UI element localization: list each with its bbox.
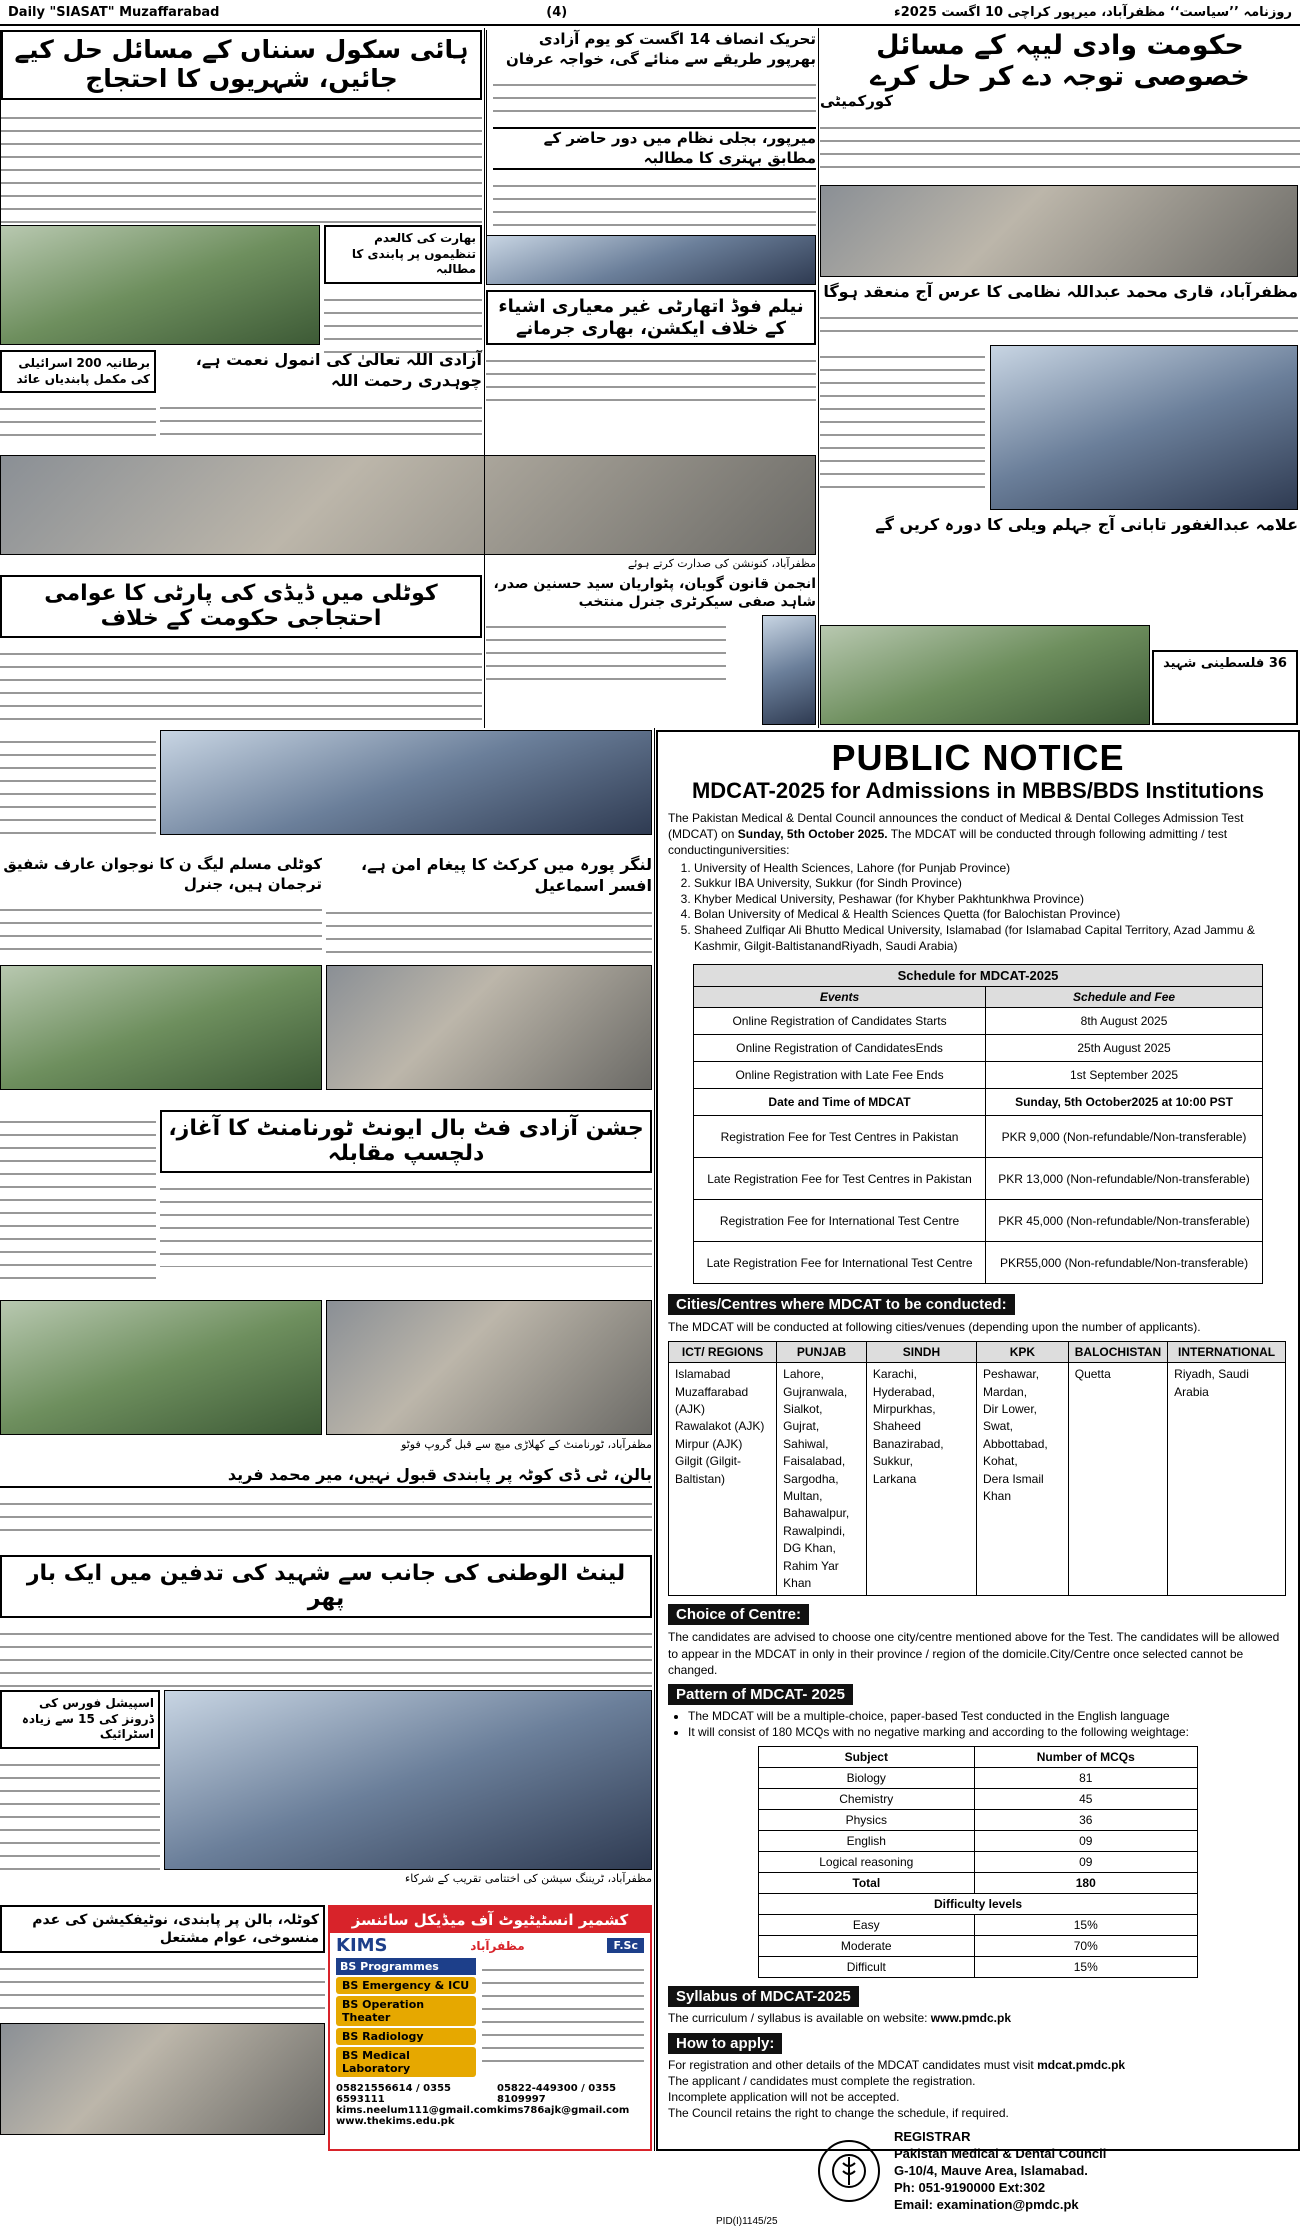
cities-cell: Lahore, Gujranwala, Sialkot, Gujrat, Sahiwal, Faisalabad, Sargodha, Multan, Bahawalpur, Rawalpindi, DG Khan, Rahim Yar Khan <box>777 1363 867 1596</box>
story-body <box>493 73 816 123</box>
subject-cell: Logical reasoning <box>759 1852 975 1873</box>
subject-cell: English <box>759 1831 975 1852</box>
story-headline: لنگر پورہ میں کرکٹ کا پیغام امن ہے، افسر اسماعیل <box>361 855 652 895</box>
photo-wide <box>0 455 816 555</box>
apply-line: For registration and other details of the MDCAT candidates must visit mdcat.pmdc.pk <box>668 2057 1126 2072</box>
pattern-item: • It will consist of 180 MCQs with no negative marking and according to the following weightage: <box>688 1724 1288 1740</box>
kims-email: kims786ajk@gmail.com <box>496 2105 630 2116</box>
story-body <box>0 1492 652 1542</box>
mdcat-link[interactable]: mdcat.pmdc.pk <box>1037 2057 1126 2072</box>
subjects-table <box>758 1746 1198 1978</box>
story-headline: تحریک انصاف 14 اگست کو یوم آزادی بھرپور طریقے سے منائے گی، خواجہ عرفان <box>506 30 816 68</box>
schedule-cell: Sunday, 5th October2025 at 10:00 PST <box>986 1089 1263 1116</box>
notice-title: PUBLIC NOTICE <box>831 737 1125 778</box>
syllabus-text: The curriculum / syllabus is available on website: www.pmdc.pk <box>668 2011 1012 2026</box>
cities-col-head: BALOCHISTAN <box>1068 1342 1167 1363</box>
story-quota <box>0 1465 652 1555</box>
kims-program: BS Medical Laboratory <box>336 2047 476 2077</box>
story-football <box>160 1110 652 1260</box>
story-top-mid <box>486 30 816 235</box>
story-headline: بالن، ٹی ڈی کوٹہ پر پابندی قبول نہیں، میر محمد فرید <box>0 1465 652 1488</box>
photo <box>326 1300 652 1435</box>
difficulty-cell: Difficult <box>759 1957 975 1978</box>
story-headline: ہائی سکول سنناں کے مسائل حل کیے جائیں، شہریوں کا احتجاج <box>1 30 482 100</box>
story-body <box>820 306 1298 336</box>
cities-col-head: KPK <box>977 1342 1069 1363</box>
university-list <box>668 861 1288 955</box>
pmdc-seal-icon <box>818 2140 880 2202</box>
photo-portrait <box>762 615 816 725</box>
cities-cell: Islamabad Muzaffarabad (AJK) Rawalakot (AJK) Mirpur (AJK) Gilgit (Gilgit-Baltistan) <box>669 1363 777 1596</box>
schedule-cell: Late Registration Fee for Test Centres in Pakistan <box>694 1158 986 1200</box>
schedule-cell: 8th August 2025 <box>986 1008 1263 1035</box>
story-body <box>160 1177 652 1267</box>
cities-cell: Riyadh, Saudi Arabia <box>1168 1363 1286 1596</box>
story-headline: نیلم فوڈ اتھارٹی غیر معیاری اشیاء کے خلاف ایکشن، بھاری جرمانے <box>486 290 816 345</box>
story-palestine <box>1152 650 1298 725</box>
story-side <box>324 225 482 345</box>
story-body <box>324 288 482 358</box>
schedule-cell: PKR 9,000 (Non-refundable/Non-transferable) <box>986 1116 1263 1158</box>
subject-cell: 09 <box>974 1831 1197 1852</box>
story-headline: علامہ عبدالغفور تابانی آج جہلم ویلی کا دورہ کریں گے <box>875 515 1298 534</box>
story-cricket <box>326 855 652 955</box>
registrar-label: REGISTRAR <box>894 2129 971 2145</box>
story-kicker: کورکمیٹی <box>820 92 893 111</box>
story-headline: 36 فلسطینی شہید <box>1163 656 1287 671</box>
subject-cell: Chemistry <box>759 1789 975 1810</box>
schedule-cell: Online Registration of Candidates Starts <box>694 1008 986 1035</box>
photo <box>0 1300 322 1435</box>
column-rule <box>654 728 655 2151</box>
photo <box>820 625 1150 725</box>
subject-cell: 09 <box>974 1852 1197 1873</box>
schedule-cell: PKR55,000 (Non-refundable/Non-transferable) <box>986 1242 1263 1284</box>
difficulty-cell: 70% <box>974 1936 1197 1957</box>
story-headline: اسپیشل فورس کی ڈرونز کی 15 سے زیادہ اسٹرائیک <box>0 1690 160 1749</box>
schedule-cell: Date and Time of MDCAT <box>694 1089 986 1116</box>
difficulty-cell: 15% <box>974 1957 1197 1978</box>
story-headline: جشن آزادی فٹ بال ایونٹ ٹورنامنٹ کا آغاز، دلچسپ مقابلہ <box>160 1110 652 1173</box>
cities-col-head: INTERNATIONAL <box>1168 1342 1286 1363</box>
apply-title: How to apply: <box>668 2033 782 2054</box>
schedule-cell: Late Registration Fee for International Test Centre <box>694 1242 986 1284</box>
story-body <box>0 1622 652 1692</box>
story-side <box>0 1690 160 1900</box>
council-name: Pakistan Medical & Dental Council <box>894 2146 1107 2162</box>
pattern-list <box>668 1708 1288 1740</box>
photo <box>0 965 322 1090</box>
pattern-title: Pattern of MDCAT- 2025 <box>668 1684 853 1705</box>
photo <box>326 965 652 1090</box>
masthead-right: روزنامہ ’’سیاست‘‘ مظفرآباد، میرپور کراچی 10 اگست 2025ء <box>894 4 1292 20</box>
photo <box>160 730 652 835</box>
schedule-table <box>693 964 1263 1284</box>
pid-number: PID(I)1145/25 <box>716 2215 778 2227</box>
cities-intro: The MDCAT will be conducted at following cities/venues (depending upon the number of applicants). <box>668 1320 1201 1335</box>
schedule-cell: Registration Fee for Test Centres in Pakistan <box>694 1116 986 1158</box>
university-item: 1. University of Health Sciences, Lahore (for Punjab Province) <box>694 861 1288 877</box>
story-body <box>820 345 985 495</box>
story-side <box>0 1110 156 1300</box>
choice-title: Choice of Centre: <box>668 1604 809 1625</box>
subjects-col-head: Number of MCQs <box>974 1747 1197 1768</box>
pattern-item: • The MDCAT will be a multiple-choice, paper-based Test conducted in the English language <box>688 1708 1288 1724</box>
difficulty-title: Difficulty levels <box>759 1894 1198 1915</box>
story-tabani <box>820 515 1298 555</box>
story-headline: کوٹلی مسلم لیگ ن کا نوجوان عارف شفیق ترجمان ہیں، جنرل <box>3 855 322 893</box>
public-notice <box>656 730 1300 2227</box>
story-body <box>0 1753 160 1873</box>
story-top-right <box>820 30 1300 180</box>
schedule-cell: PKR 45,000 (Non-refundable/Non-transferable) <box>986 1200 1263 1242</box>
subject-cell: Total <box>759 1873 975 1894</box>
notice-subtitle: MDCAT-2025 for Admissions in MBBS/BDS Institutions <box>691 777 1265 803</box>
schedule-col-head: Schedule and Fee <box>986 987 1263 1008</box>
story-urs <box>820 282 1298 342</box>
story-body <box>160 396 482 436</box>
cities-col-head: ICT/ REGIONS <box>669 1342 777 1363</box>
story-body <box>1 106 482 226</box>
column-rule <box>484 28 485 728</box>
story-headline: حکومت وادی لیپہ کے مسائل خصوصی توجہ دے کر حل کرے <box>870 30 1250 93</box>
kims-title: کشمیر انسٹیٹیوٹ آف میڈیکل سائنسز <box>330 1907 650 1933</box>
story-funeral <box>0 1555 652 1685</box>
kims-phone: 05821556614 / 0355 6593111 <box>336 2083 451 2105</box>
photo <box>486 235 816 285</box>
story-body <box>486 349 816 409</box>
difficulty-cell: 15% <box>974 1915 1197 1936</box>
story-body <box>493 174 816 234</box>
cities-cell: Peshawar, Mardan, Dir Lower, Swat, Abbottabad, Kohat, Dera Ismail Khan <box>977 1363 1069 1596</box>
difficulty-cell: Easy <box>759 1915 975 1936</box>
subjects-col-head: Subject <box>759 1747 975 1768</box>
kims-email: kims.neelum111@gmail.com <box>336 2105 497 2116</box>
schedule-cell: 25th August 2025 <box>986 1035 1263 1062</box>
cities-col-head: PUNJAB <box>777 1342 867 1363</box>
apply-line: The applicant / candidates must complete the registration. <box>668 2073 976 2088</box>
story-column <box>820 345 985 645</box>
kims-subtitle: مظفرآباد <box>470 1938 525 1953</box>
schedule-cell: PKR 13,000 (Non-refundable/Non-transferable) <box>986 1158 1263 1200</box>
schedule-title: Schedule for MDCAT-2025 <box>694 965 1263 987</box>
kims-website: www.thekims.edu.pk <box>336 2116 455 2127</box>
story-pmln <box>0 855 322 955</box>
story-body <box>820 116 1300 178</box>
kims-program: BS Operation Theater <box>336 1996 476 2026</box>
photo <box>164 1690 652 1870</box>
cities-cell: Quetta <box>1068 1363 1167 1596</box>
photo <box>990 345 1298 510</box>
university-item: 3. Khyber Medical University, Peshawar (for Khyber Pakhtunkhwa Province) <box>694 892 1288 908</box>
kims-advertisement <box>328 1905 652 2151</box>
story-body <box>0 898 322 953</box>
story-side <box>0 730 156 850</box>
council-phone: Ph: 051-9190000 Ext:302 <box>894 2179 1046 2195</box>
story-kotli-protest <box>0 575 482 725</box>
story-subhead: میرپور، بجلی نظام میں دور حاضر کے مطابق بہتری کا مطالبہ <box>493 127 816 170</box>
schedule-cell: 1st September 2025 <box>986 1062 1263 1089</box>
story-kotla <box>0 1905 325 2151</box>
story-body <box>0 397 156 447</box>
story-body <box>0 642 482 722</box>
story-headline: انجمن قانون گویان، پٹواریان سید حسنین صدر، شاہد صفی سیکرٹری جنرل منتخب <box>493 576 816 611</box>
university-item: 4. Bolan University of Medical & Health Sciences Quetta (for Balochistan Province) <box>694 907 1288 923</box>
story-top-left <box>0 30 482 225</box>
subject-cell: 180 <box>974 1873 1197 1894</box>
photo <box>820 185 1298 277</box>
photo-caption: مظفرآباد، ٹریننگ سیشن کی اختتامی تقریب کے شرکاء <box>405 1872 652 1885</box>
cities-table <box>668 1341 1286 1596</box>
photo-caption: مظفرآباد، ٹورنامنٹ کے کھلاڑی میچ سے قبل گروپ فوٹو <box>401 1438 652 1451</box>
photo-caption: مظفرآباد، کنونشن کی صدارت کرتے ہوئے <box>627 557 816 570</box>
subject-cell: Physics <box>759 1810 975 1831</box>
kims-program: BS Radiology <box>336 2028 476 2045</box>
difficulty-cell: Moderate <box>759 1936 975 1957</box>
syllabus-link[interactable]: www.pmdc.pk <box>930 2011 1012 2026</box>
university-item: 5. Shaheed Zulfiqar Ali Bhutto Medical University, Islamabad (for Islamabad Capital Territory, Azad Jammu & Kashmir, Gilgit-BaltistanandRiyadh, Saudi Arabia) <box>694 923 1288 954</box>
syllabus-title: Syllabus of MDCAT-2025 <box>668 1986 859 2007</box>
apply-line: The Council retains the right to change the schedule, if required. <box>668 2106 1009 2121</box>
photo <box>0 2023 325 2135</box>
schedule-cell: Online Registration with Late Fee Ends <box>694 1062 986 1089</box>
choice-text: The candidates are advised to choose one city/centre mentioned above for the Test. The candidates will be allowed to appear in the MDCAT in only in their province / region of the domicile.City/Centre once selected cannot be changed. <box>668 1630 1280 1677</box>
story-headline: کوٹلی میں ڈیڈی کی پارٹی کا عوامی احتجاجی حکومت کے خلاف <box>0 575 482 638</box>
kims-program: BS Emergency & ICU <box>336 1977 476 1994</box>
story-body <box>0 1110 156 1290</box>
schedule-cell: Online Registration of CandidatesEnds <box>694 1035 986 1062</box>
cities-col-head: SINDH <box>866 1342 976 1363</box>
story-body <box>0 730 156 840</box>
kims-phone: 05822-449300 / 0355 8109997 <box>496 2083 617 2105</box>
masthead-left: Daily "SIASAT" Muzaffarabad <box>8 4 220 20</box>
masthead <box>0 0 1300 26</box>
story-headline: بھارت کی کالعدم تنظیموں پر پابندی کا مطالبہ <box>324 225 482 284</box>
cities-cell: Karachi, Hyderabad, Mirpurkhas, Shaheed Banazirabad, Sukkur, Larkana <box>866 1363 976 1596</box>
story-headline: برطانیہ 200 اسرائیلی کی مکمل پابندیاں عائد <box>0 350 156 393</box>
kims-details <box>482 1958 644 2068</box>
subject-cell: 45 <box>974 1789 1197 1810</box>
page-number: (4) <box>546 4 568 20</box>
story-headline: مظفرآباد، قاری محمد عبداللہ نظامی کا عرس آج منعقد ہوگا <box>823 282 1298 301</box>
story-food-authority <box>486 290 816 410</box>
schedule-col-head: Events <box>694 987 986 1008</box>
story-body <box>326 901 652 956</box>
council-email: Email: examination@pmdc.pk <box>894 2196 1079 2212</box>
subject-cell: 81 <box>974 1768 1197 1789</box>
council-address: G-10/4, Mauve Area, Islamabad. <box>894 2163 1088 2179</box>
story-uk <box>0 350 156 460</box>
story-body <box>486 615 726 685</box>
subject-cell: 36 <box>974 1810 1197 1831</box>
university-item: 2. Sukkur IBA University, Sukkur (for Sindh Province) <box>694 876 1288 892</box>
column-rule <box>818 28 819 728</box>
photo <box>0 225 320 345</box>
story-body <box>0 1957 325 2017</box>
story-headline: آزادی اللہ تعالیٰ کی انمول نعمت ہے، چوہدری رحمت اللہ <box>195 350 482 390</box>
story-headline: لینٹ الوطنی کی جانب سے شہید کی تدفین میں ایک بار پھر <box>0 1555 652 1618</box>
apply-line: Incomplete application will not be accepted. <box>668 2089 900 2104</box>
cities-title: Cities/Centres where MDCAT to be conducted: <box>668 1294 1015 1315</box>
kims-logo: KIMS <box>336 1935 388 1956</box>
story-azadi <box>160 350 482 430</box>
subject-cell: Biology <box>759 1768 975 1789</box>
story-headline: کوٹلہ، بالن پر پابندی، نوٹیفکیشن کی عدم منسوخی، عوام مشتعل <box>0 1905 325 1953</box>
kims-fsc-badge: F.Sc <box>607 1938 644 1953</box>
kims-programs-label: BS Programmes <box>336 1958 476 1975</box>
notice-intro: The Pakistan Medical & Dental Council announces the conduct of Medical & Dental Colleges Admission Test (MDCAT) on Sunday, 5th October 2025. The MDCAT will be conducted through following admitting / test conductinguniversities: <box>668 810 1244 858</box>
schedule-cell: Registration Fee for International Test Centre <box>694 1200 986 1242</box>
